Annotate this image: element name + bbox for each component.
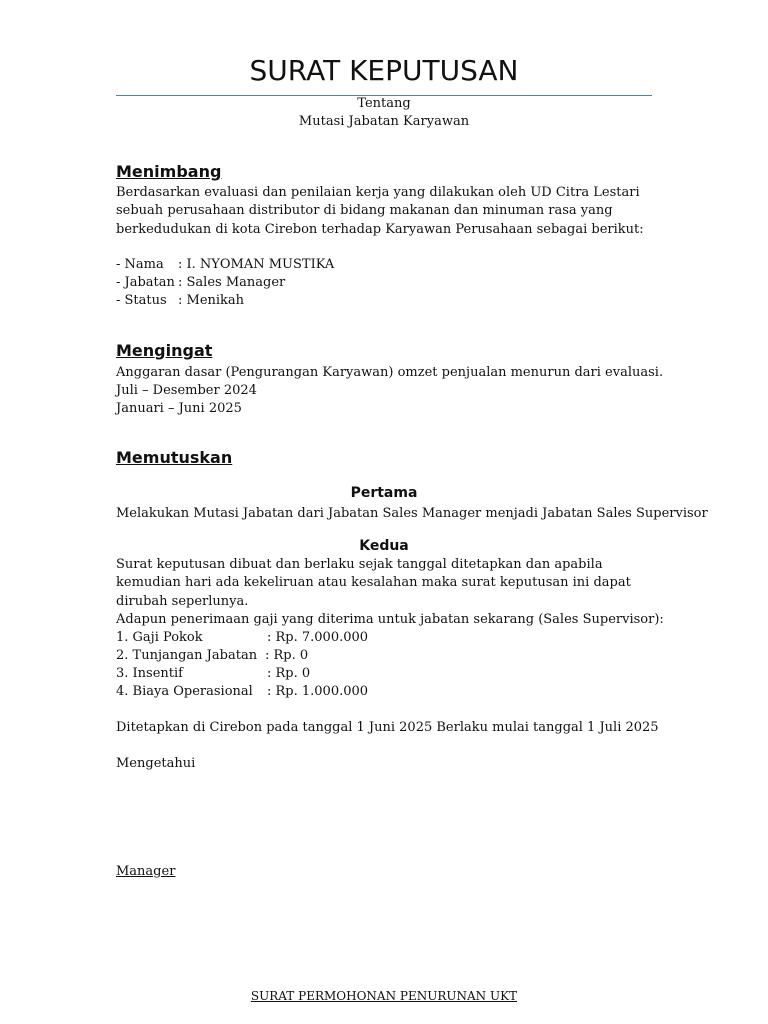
- salary-item-gaji-pokok: [116, 629, 368, 647]
- mengingat-line: Anggaran dasar (Pengurangan Karyawan) omzet penjualan menurun dari evaluasi.: [116, 365, 664, 380]
- mengingat-line: Januari – Juni 2025: [116, 401, 242, 416]
- salary-item-insentif: [116, 665, 310, 683]
- item-key: - Jabatan: [116, 275, 175, 290]
- item-value: : Rp. 0: [265, 648, 309, 663]
- heading-memutuskan: Memutuskan: [116, 448, 233, 467]
- menimbang-paragraph: Berdasarkan evaluasi dan penilaian kerja yang dilakukan oleh UD Citra Lestari sebuah perusahaan distributor di bidang makanan dan minuman rasa yang berkedudukan di kota Cirebon terhadap Karyawan Perusahaan sebagai berikut:: [116, 185, 644, 237]
- item-value: : Sales Manager: [178, 275, 286, 290]
- menimbang-item-nama: [116, 256, 334, 274]
- document-title: SURAT KEPUTUSAN: [249, 54, 519, 87]
- item-value: : Rp. 1.000.000: [267, 684, 369, 699]
- item-value: : Rp. 7.000.000: [267, 630, 369, 645]
- footer-document-link[interactable]: SURAT PERMOHONAN PENURUNAN UKT: [250, 989, 518, 1003]
- heading-menimbang: Menimbang: [116, 162, 222, 181]
- menimbang-item-status: [116, 292, 244, 310]
- kedua-text: Surat keputusan dibuat dan berlaku sejak tanggal ditetapkan dan apabila kemudian hari ada kekeliruan atau kesalahan maka surat keputusan ini dapat dirubah seperlunya.: [116, 557, 631, 609]
- item-key: 2. Tunjangan Jabatan: [116, 648, 258, 663]
- salary-item-tunjangan: [116, 647, 308, 665]
- subtitle-tentang: Tentang: [357, 96, 411, 111]
- pertama-text: Melakukan Mutasi Jabatan dari Jabatan Sales Manager menjadi Jabatan Sales Supervisor: [116, 506, 708, 521]
- heading-mengingat: Mengingat: [116, 341, 213, 360]
- item-key: - Nama: [116, 257, 164, 272]
- heading-kedua: Kedua: [359, 538, 409, 554]
- item-value: : Menikah: [178, 293, 245, 308]
- item-key: - Status: [116, 293, 167, 308]
- item-key: 1. Gaji Pokok: [116, 630, 203, 645]
- heading-pertama: Pertama: [350, 485, 418, 501]
- mengingat-line: Juli – Desember 2024: [116, 383, 257, 398]
- menimbang-item-jabatan: [116, 274, 285, 292]
- item-value: : Rp. 0: [267, 666, 311, 681]
- ditetapkan-text: Ditetapkan di Cirebon pada tanggal 1 Juni 2025 Berlaku mulai tanggal 1 Juli 2025: [116, 720, 659, 735]
- subtitle-topic: Mutasi Jabatan Karyawan: [298, 114, 470, 129]
- salary-item-biaya-operasional: [116, 683, 368, 701]
- mengetahui-text: Mengetahui: [116, 756, 196, 771]
- salary-intro: Adapun penerimaan gaji yang diterima untuk jabatan sekarang (Sales Supervisor):: [116, 612, 664, 627]
- item-key: 3. Insentif: [116, 666, 183, 681]
- item-key: 4. Biaya Operasional: [116, 684, 253, 699]
- signatory-label: Manager: [116, 864, 176, 879]
- item-value: : I. NYOMAN MUSTIKA: [178, 257, 335, 272]
